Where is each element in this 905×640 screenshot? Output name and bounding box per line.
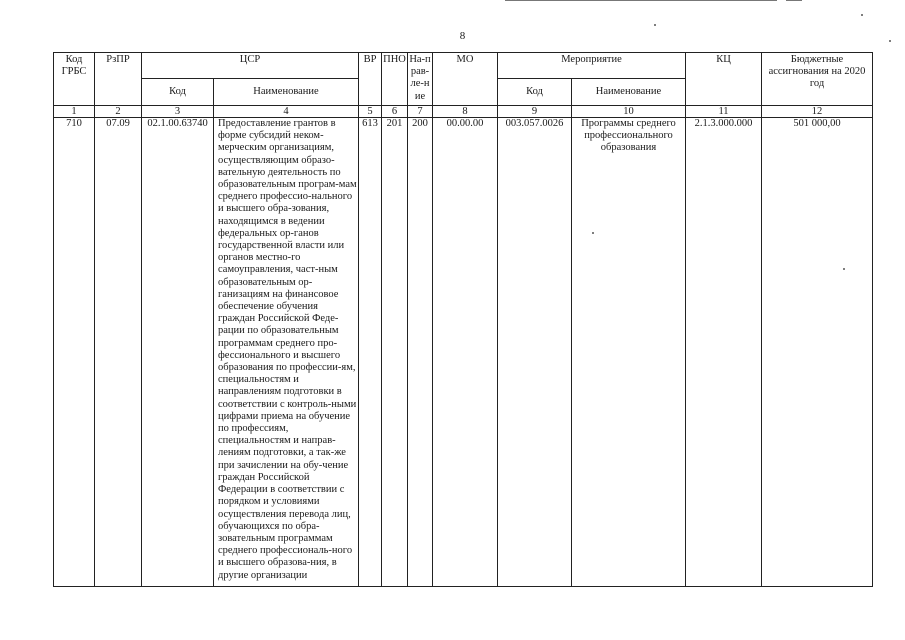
- cell-csr-kod: 02.1.00.63740: [142, 118, 214, 587]
- cell-kc: 2.1.3.000.000: [686, 118, 762, 587]
- header-kc: КЦ: [686, 53, 762, 106]
- cell-mer-name: Программы среднего профессионального образования: [572, 118, 686, 587]
- column-number: 3: [142, 106, 214, 118]
- column-number: 8: [433, 106, 498, 118]
- header-meropriyatie: Мероприятие: [498, 53, 686, 79]
- header-csr: ЦСР: [142, 53, 359, 79]
- scan-speck: [861, 14, 863, 16]
- column-number: 1: [54, 106, 95, 118]
- cell-napravlenie: 200: [408, 118, 433, 587]
- column-number: 7: [408, 106, 433, 118]
- scan-edge-line: [505, 0, 777, 2]
- header-pno: ПНО: [382, 53, 408, 106]
- cell-kod-grbs: 710: [54, 118, 95, 587]
- header-mer-name: Наименование: [572, 79, 686, 106]
- header-rzpr: РзПР: [95, 53, 142, 106]
- header-vr: ВР: [359, 53, 382, 106]
- header-csr-kod: Код: [142, 79, 214, 106]
- cell-rzpr: 07.09: [95, 118, 142, 587]
- budget-allocation-table: [53, 52, 873, 587]
- scan-speck: [654, 24, 656, 26]
- column-number: 2: [95, 106, 142, 118]
- header-mer-kod: Код: [498, 79, 572, 106]
- cell-vr: 613: [359, 118, 382, 587]
- column-number: 4: [214, 106, 359, 118]
- header-budget: Бюджетные ассигнования на 2020 год: [762, 53, 873, 106]
- header-csr-name: Наименование: [214, 79, 359, 106]
- cell-pno: 201: [382, 118, 408, 587]
- header-napravlenie: На-прав-ле-ние: [408, 53, 433, 106]
- header-kod-grbs: Код ГРБС: [54, 53, 95, 106]
- table-row: [54, 118, 873, 587]
- scan-edge-line: [786, 0, 802, 2]
- column-number: 5: [359, 106, 382, 118]
- column-number: 6: [382, 106, 408, 118]
- cell-mo: 00.00.00: [433, 118, 498, 587]
- page-number: 8: [459, 30, 466, 42]
- cell-csr-name: Предоставление грантов в форме субсидий неком-мерческим организациям, осуществляющим образо-вательную деятельность по образовательным програм-мам среднего профессио-нального и высшего обра-зования, находящимся в ведении федеральных ор-ганов государственной власти или органов местно-го самоуправления, част-ным образовательным ор-ганизациям на финансовое обеспечение обучения граждан Российской Феде-рации по образовательным программам среднего про-фессионального и высшего образования по профессии-ям, специальностям и направлениям подготовки в соответствии с контроль-ными цифрами приема на обучение по профессиям, специальностям и направ-лениям подготовки, а так-же при зачислении на обу-чение граждан Российской Федерации в соответствии с порядком и условиями осуществления перевода лиц, обучающихся по обра-зовательным программам среднего профессиональ-ного и высшего образова-ния, в другие организации: [214, 118, 359, 587]
- column-number: 12: [762, 106, 873, 118]
- column-number: 10: [572, 106, 686, 118]
- cell-budget: 501 000,00: [762, 118, 873, 587]
- header-row-top: [54, 53, 873, 79]
- cell-mer-kod: 003.057.0026: [498, 118, 572, 587]
- column-number: 9: [498, 106, 572, 118]
- column-number: 11: [686, 106, 762, 118]
- column-number-row: [54, 106, 873, 118]
- header-mo: МО: [433, 53, 498, 106]
